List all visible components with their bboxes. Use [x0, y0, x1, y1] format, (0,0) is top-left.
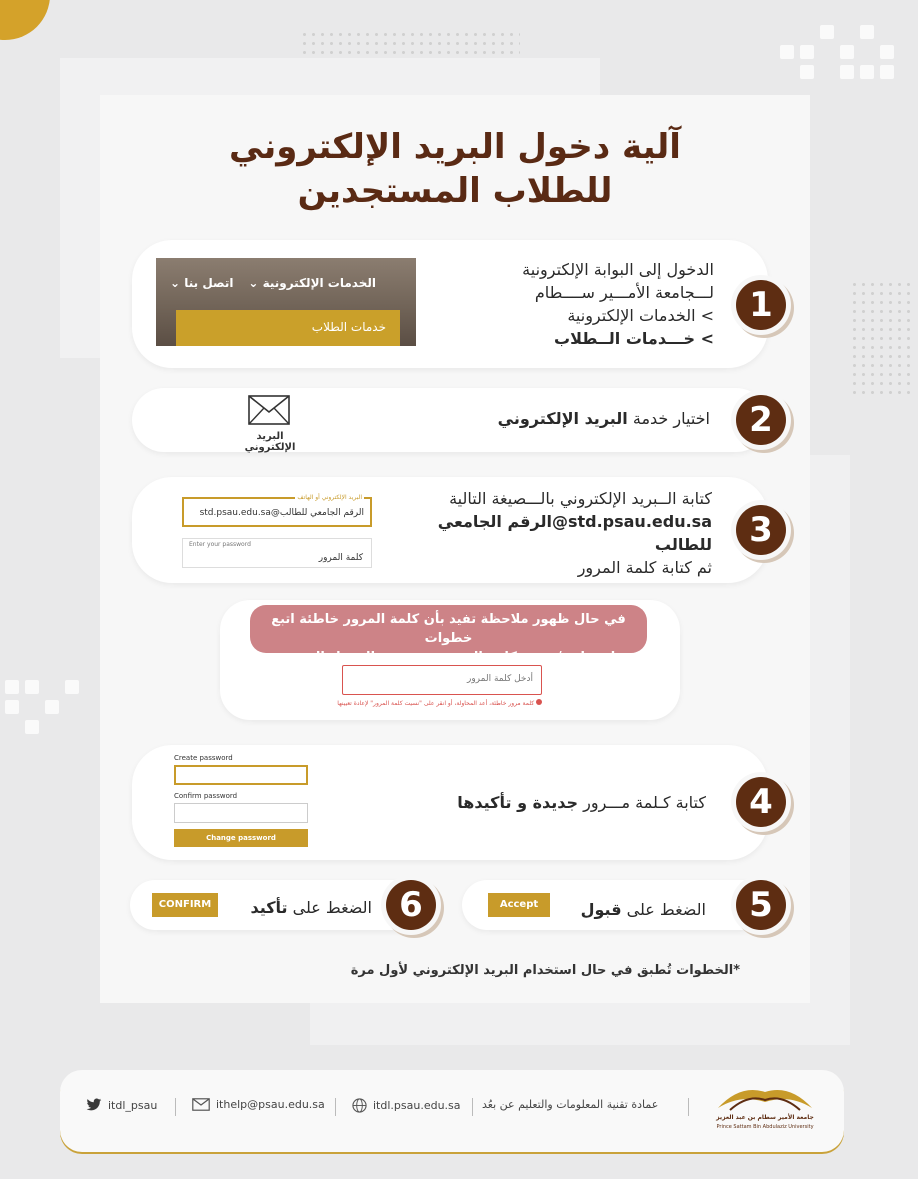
step-1-text: الدخول إلى البوابة الإلكترونية لـــجامعة الأمـــير ســــطام > الخدمات الإلكترونية > خـــدمات الــطلاب: [522, 260, 714, 348]
password-field[interactable]: Enter your password كلمة المرور: [182, 538, 372, 568]
square-pattern: [5, 680, 85, 740]
step-5-text: الضغط على قبول: [580, 900, 706, 919]
step-number-2: 2: [736, 395, 786, 445]
twitter-icon: [86, 1098, 102, 1112]
decorative-circle: [0, 0, 50, 40]
password-error-message: كلمة مرور خاطئة، أعد المحاولة، أو انقر على "نسيت كلمة المرور" لإعادة تعيينها: [336, 699, 542, 707]
footer: [60, 1070, 844, 1152]
step-6-text: الضغط على تأكيد: [250, 898, 372, 917]
website-link[interactable]: itdl.psau.edu.sa: [352, 1098, 461, 1113]
square-pattern: [780, 25, 900, 95]
university-logo: [700, 1080, 830, 1142]
university-name-en: Prince Sattam Bin Abdulaziz University: [716, 1124, 814, 1130]
email-icon-label: البريد الإلكتروني: [244, 431, 296, 453]
nav-services-menu: الخدمات الإلكترونية ⌄: [248, 276, 376, 290]
error-icon: [536, 699, 542, 705]
mail-icon: [192, 1098, 210, 1111]
username-field[interactable]: البريد الإلكتروني أو الهاتف الرقم الجامعي للطالب@std.psau.edu.sa: [182, 497, 372, 527]
envelope-icon: [248, 395, 290, 425]
dot-pattern: [850, 280, 910, 400]
title-line-1: آلية دخول البريد الإلكتروني: [229, 127, 681, 167]
divider: [472, 1098, 473, 1116]
confirm-button[interactable]: CONFIRM: [152, 893, 218, 917]
accept-button[interactable]: Accept: [488, 893, 550, 917]
step-number-1: 1: [736, 280, 786, 330]
step-number-3: 3: [736, 505, 786, 555]
university-name-ar: جامعة الأمير سطام بن عبد العزيز: [716, 1114, 814, 1121]
change-password-button[interactable]: Change password: [174, 829, 308, 847]
nav-contact-menu: اتصل بنا ⌄: [170, 276, 234, 290]
footnote: *الخطوات تُطبق في حال استخدام البريد الإلكتروني لأول مرة: [350, 963, 740, 978]
divider: [335, 1098, 336, 1116]
deanship-name: عمادة تقنية المعلومات والتعليم عن بعُد: [482, 1098, 659, 1111]
instructions-card: [100, 95, 810, 1003]
nav-student-services-item: خدمات الطلاب: [176, 310, 400, 346]
page-title: [100, 125, 810, 213]
password-error-field[interactable]: أدخل كلمة المرور: [342, 665, 542, 695]
divider: [175, 1098, 176, 1116]
dot-pattern: [300, 30, 520, 54]
password-note: في حال ظهور ملاحظة تفيد بأن كلمة المرور خاطئة اتبع خطوات استعادة / تغيير كلمة المرور من خدمة الدخول الموحد: [250, 605, 647, 653]
step-number-6: 6: [386, 880, 436, 930]
step-4-text: كتابة كـلمة مـــرور جديدة و تأكيدها: [457, 793, 706, 812]
create-password-input[interactable]: [174, 765, 308, 785]
step-number-4: 4: [736, 777, 786, 827]
step-3-text: كتابة الــبريد الإلكتروني بالـــصيغة التالية std.psau.edu.sa@الرقم الجامعي للطالب ثم كتابة كلمة المرور: [437, 489, 712, 577]
confirm-password-input[interactable]: [174, 803, 308, 823]
divider: [688, 1098, 689, 1116]
portal-nav-screenshot: [156, 258, 416, 346]
twitter-link[interactable]: itdl_psau: [86, 1098, 157, 1112]
email-link[interactable]: ithelp@psau.edu.sa: [192, 1098, 325, 1111]
step-number-5: 5: [736, 880, 786, 930]
university-emblem: [710, 1080, 820, 1112]
change-password-form: Create password Confirm password Change password: [170, 750, 316, 850]
step-2-text: اختيار خدمة البريد الإلكتروني: [497, 409, 710, 428]
title-line-2: للطلاب المستجدين: [297, 171, 613, 211]
globe-icon: [352, 1098, 367, 1113]
